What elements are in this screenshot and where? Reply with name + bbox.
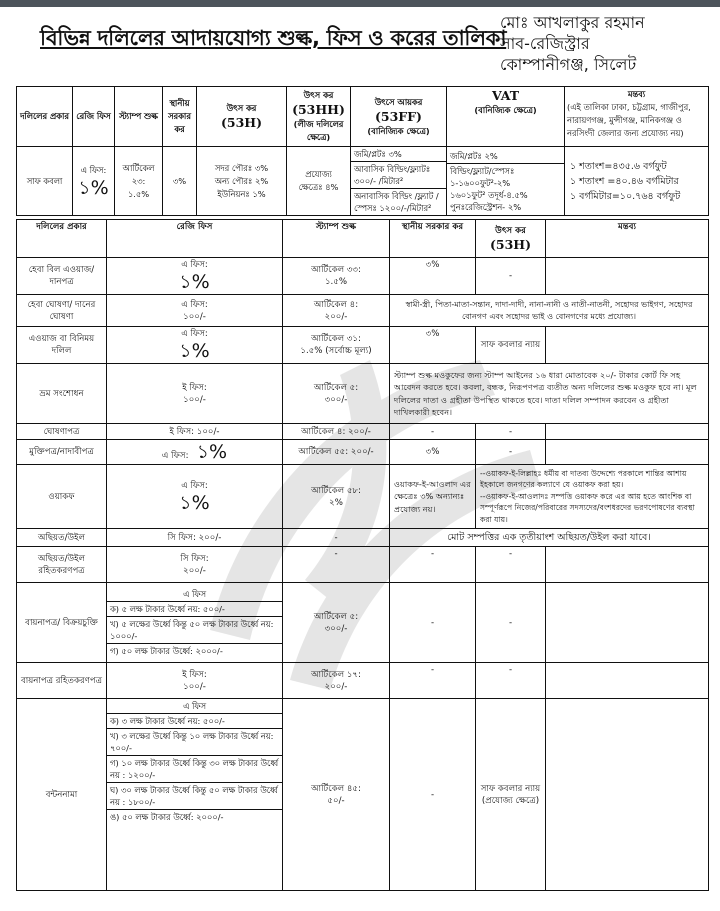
source-tax: - xyxy=(476,440,546,465)
line: ২০০/- xyxy=(324,311,348,322)
author-office: কোম্পানীগঞ্জ, সিলেট xyxy=(500,55,637,74)
line: আর্টিকেল ৪৫: xyxy=(311,783,361,794)
line: আর্টিকেল ৩৩: xyxy=(311,265,361,275)
list-item: জমি/প্লটঃ ২% xyxy=(447,149,564,164)
row-partition xyxy=(17,699,709,891)
remarks-conversions xyxy=(565,147,709,216)
fee-tier: ক) ৩ লক্ষ টাকার উর্ধ্বে নয়: ৫০০/- xyxy=(107,714,282,729)
row-correction xyxy=(17,364,709,424)
line: ১ শতাংশ=৪৩৫.৬ বর্গফুট xyxy=(570,160,667,172)
note: (এই তালিকা ঢাকা, চট্টগ্রাম, গাজীপুর, নারায়ণগঞ্জ, মুন্সীগঞ্জ, মানিকগঞ্জ ও নরসিংদী জেলার জন্য প্রযোজ্য নয়) xyxy=(567,102,691,138)
fee-tier: ঙ) ৫০ লক্ষ টাকার উর্ধ্বে: ২০০০/- xyxy=(110,812,224,822)
table1-row-saf-kabla xyxy=(17,147,709,216)
line: ৫০/- xyxy=(327,795,345,806)
row-declaration xyxy=(17,424,709,440)
line: আর্টিকেল ৫৮: xyxy=(311,485,361,496)
fee-value: ১০০/- xyxy=(183,311,206,322)
local-tax: ৩% xyxy=(390,327,476,364)
stamp-duty xyxy=(115,147,163,216)
line: ইউনিয়নঃ ১% xyxy=(217,188,266,199)
deed-type: এওয়াজ বা বিনিময় দলিল xyxy=(17,327,107,364)
income-tax-list xyxy=(351,147,447,216)
reg-fee xyxy=(73,147,115,216)
stamp-duty: আর্টিকেল ৫৫: ২০০/- xyxy=(283,440,390,465)
stamp-duty: আর্টিকেল ৪: ২০০/- xyxy=(283,424,390,440)
local-tax: - xyxy=(390,663,476,699)
source-tax: - xyxy=(476,424,546,440)
deed-type: সাফ কবলা xyxy=(17,147,73,216)
deed-type: বন্টননামা xyxy=(17,699,107,891)
window-top-bar xyxy=(0,0,720,7)
header-source-tax xyxy=(476,220,546,258)
list-item xyxy=(447,164,564,214)
header-stamp-duty: স্ট্যাম্প শুল্ক xyxy=(115,87,163,147)
line: প্রযোজ্য xyxy=(305,169,332,179)
reg-fee: সি ফিস: ২০০/- xyxy=(107,529,283,547)
remarks xyxy=(546,440,709,465)
remarks-note: স্বামী-স্ত্রী, পিতা-মাতা-সন্তান, দাদা-দাদী, নানা-নানী ও নাতী-নাতনী, সহোদর ভাইগণ, সহোদর বোনগণ এবং সহোদর ভাই ও বোনগণের মধ্যে প্রযোজ্য। xyxy=(390,295,709,327)
header-local-tax: স্থানীয় সরকার কর xyxy=(390,220,476,258)
line: আর্টিকেল ৫: xyxy=(313,382,359,393)
fee-tier: খ) ৩ লক্ষের উর্ধ্বে কিন্তু ১০ লক্ষ টাকার উর্ধ্বে নয়: ৭০০/- xyxy=(107,729,282,756)
remarks xyxy=(546,699,709,891)
note-line: --ওয়াকফ-ই-লিল্লাহঃ ধর্মীয় বা দাতব্য উদ্দেশ্যে পরকালে শান্তির আশায় ইহকালে জনগণের কল্যাণে যে ওয়াকফ করা হয়। xyxy=(480,468,687,490)
table1-header-row xyxy=(17,87,709,147)
label: উৎস কর xyxy=(495,225,526,236)
line: ১.৫% xyxy=(127,188,150,199)
stamp-duty xyxy=(283,699,390,891)
stamp-duty xyxy=(283,663,390,699)
label: মন্তব্য xyxy=(627,89,646,99)
deed-type: ভ্রম সংশোধন xyxy=(17,364,107,424)
deed-type: ঘোষণাপত্র xyxy=(17,424,107,440)
vat-list xyxy=(447,147,565,216)
fee-value: ২০০/- xyxy=(183,565,206,576)
source-tax: সাফ কবলার ন্যায় (প্রযোজ্য ক্ষেত্রে) xyxy=(476,699,546,891)
stamp-duty: - xyxy=(283,547,390,583)
header-vat xyxy=(447,87,565,147)
fee-value: ১% xyxy=(179,340,210,362)
source-tax: - xyxy=(476,583,546,663)
fee-label: এ ফিস: xyxy=(181,260,208,270)
remarks xyxy=(546,663,709,699)
source-tax: - xyxy=(476,547,546,583)
label: উৎসে আয়কর xyxy=(374,96,423,107)
reg-fee xyxy=(107,258,283,295)
line: আর্টিকেল xyxy=(122,162,155,173)
deed-type: অছিয়ত/উইল রহিতকরণপত্র xyxy=(17,547,107,583)
remarks xyxy=(546,258,709,295)
author-name: মোঃ আখলাকুর রহমান xyxy=(500,13,645,32)
local-tax: ৩% xyxy=(163,147,197,216)
line: ৩০০/- xyxy=(324,623,348,634)
header-reg-fee: রেজি ফিস xyxy=(73,87,115,147)
source-tax: - xyxy=(476,663,546,699)
header-income-tax-53ff xyxy=(351,87,447,147)
local-tax: ৩% xyxy=(390,258,476,295)
label: VAT xyxy=(491,88,520,103)
list-item: জমি/প্লটঃ ৩% xyxy=(351,147,446,162)
row-exchange xyxy=(17,327,709,364)
code: (53FF) xyxy=(375,108,422,124)
row-release xyxy=(17,440,709,465)
fee-label: এ ফিস: xyxy=(161,451,189,461)
table2-header-row xyxy=(17,220,709,258)
fee-label: ই ফিস: xyxy=(182,382,207,393)
fee-tier: গ) ১০ লক্ষ টাকার উর্ধ্বে কিন্তু ৩০ লক্ষ টাকার উর্ধ্বে নয় : ১২০০/- xyxy=(107,756,282,783)
label: উৎস কর xyxy=(303,90,334,100)
fee-tier: ক) ৫ লক্ষ টাকার উর্ধ্বে নয়: ৫০০/- xyxy=(107,602,282,617)
code: (53HH) xyxy=(292,102,345,117)
fee-tier: ঘ) ৩০ লক্ষ টাকার উর্ধ্বে কিন্তু ৫০ লক্ষ টাকার উর্ধ্বে নয় : ১৮০০/- xyxy=(107,783,282,810)
fee-tier: খ) ৫ লক্ষের উর্ধ্বে কিন্তু ৫০ লক্ষ টাকার উর্ধ্বে নয়: ১০০০/- xyxy=(107,617,282,644)
line: আর্টিকেল ৩১: xyxy=(311,334,361,344)
header-deed-type: দলিলের প্রকার xyxy=(17,87,73,147)
deed-type: ওয়াকফ xyxy=(17,465,107,529)
fee-label: সি ফিস: xyxy=(180,553,209,564)
remarks-note xyxy=(476,465,709,529)
line: ১.৫% xyxy=(324,277,348,287)
line: ১.৫% (সর্বোচ্চ মূল্য) xyxy=(300,346,372,356)
header-source-tax-53h xyxy=(197,87,287,147)
fee-head: এ ফিস xyxy=(107,699,282,714)
line: ২০০/- xyxy=(324,681,348,692)
line: ১ শতাংশ =৪০.৪৬ বর্গমিটার xyxy=(570,175,679,187)
source-tax: - xyxy=(476,258,546,295)
stamp-duty xyxy=(283,295,390,327)
line: ২৩: xyxy=(131,175,146,186)
reg-fee xyxy=(107,440,283,465)
local-tax: - xyxy=(390,547,476,583)
header-source-tax-53hh xyxy=(287,87,351,147)
reg-fee-tiers xyxy=(107,583,283,663)
remarks xyxy=(546,547,709,583)
row-sale-agreement xyxy=(17,583,709,663)
note: (বানিজ্যিক ক্ষেত্রে) xyxy=(367,125,430,136)
row-waqf xyxy=(17,465,709,529)
header-local-tax: স্থানীয় সরকার কর xyxy=(163,87,197,147)
reg-fee-tiers xyxy=(107,699,283,891)
line: অন্য পৌরঃ ২% xyxy=(214,175,269,186)
fee-value: ১০০/- xyxy=(183,681,206,692)
stamp-duty xyxy=(283,465,390,529)
saf-kabla-table xyxy=(16,86,709,216)
source-tax-53h xyxy=(197,147,287,216)
remarks xyxy=(546,583,709,663)
remarks xyxy=(546,327,709,364)
row-heba xyxy=(17,258,709,295)
note: (বানিজ্যিক ক্ষেত্রে) xyxy=(474,105,537,115)
reg-fee xyxy=(107,295,283,327)
reg-fee xyxy=(107,465,283,529)
line: ১৬০১ফুট² তদূর্ধ-৪.৫% xyxy=(450,189,528,200)
row-sale-agreement-cancel xyxy=(17,663,709,699)
code: (53H) xyxy=(489,236,532,252)
line: আর্টিকেল ৪: xyxy=(313,299,359,310)
reg-fee xyxy=(107,663,283,699)
code: (53H) xyxy=(220,115,263,130)
deed-type: বায়নাপত্র/ বিক্রয়চুক্তি xyxy=(17,583,107,663)
page-title: বিভিন্ন দলিলের আদায়যোগ্য শুল্ক, ফিস ও করের তালিকা xyxy=(40,26,507,50)
fee-label: এ ফিস: xyxy=(181,299,208,310)
label: উৎস কর xyxy=(226,103,257,113)
row-heba-declaration xyxy=(17,295,709,327)
local-tax: ৩% xyxy=(390,440,476,465)
note: (লীজ দলিলের ক্ষেত্রে) xyxy=(293,119,344,142)
fee-label: এ ফিস: xyxy=(181,480,208,491)
reg-fee xyxy=(107,327,283,364)
reg-fee: ই ফিস: ১০০/- xyxy=(107,424,283,440)
stamp-duty xyxy=(283,583,390,663)
source-tax-53hh xyxy=(287,147,351,216)
local-tax: ওয়াকফ-ই-আওলাদ এর ক্ষেত্রেঃ ৩% অন্যান্যঃ প্রযোজ্য নয়। xyxy=(390,465,476,529)
fee-label: এ ফিস: xyxy=(181,329,208,339)
line: ২% xyxy=(329,497,343,508)
line: ৩০০/- xyxy=(324,394,348,405)
fee-value: ১% xyxy=(179,491,210,514)
deed-type: অছিয়ত/উইল xyxy=(17,529,107,547)
fee-label: এ ফিস: xyxy=(80,164,107,175)
fee-value: ১% xyxy=(196,441,228,463)
reg-fee xyxy=(107,364,283,424)
fee-value: ১% xyxy=(78,176,109,199)
stamp-duty xyxy=(283,327,390,364)
header-remarks: মন্তব্য xyxy=(546,220,709,258)
fee-head: এ ফিস xyxy=(107,587,282,602)
line: সদর পৌরঃ ৩% xyxy=(214,162,269,173)
fee-value: ১% xyxy=(179,271,210,293)
author-block xyxy=(500,12,645,75)
line: আর্টিকেল ১৭: xyxy=(311,669,361,680)
remarks xyxy=(546,424,709,440)
deed-type: হেবা ঘোষণা/ দানের ঘোষণা xyxy=(17,295,107,327)
header-reg-fee: রেজি ফিস xyxy=(107,220,283,258)
deed-type: মুক্তিপত্র/নাদাবীপত্র xyxy=(17,440,107,465)
header-deed-type: দলিলের প্রকার xyxy=(17,220,107,258)
deed-fees-table xyxy=(16,219,709,891)
author-role: সাব-রেজিস্ট্রার xyxy=(500,34,590,53)
list-item: অনাবাসিক বিল্ডিং /ফ্ল্যাট /স্পেসঃ ১২০০/-/মিটার² xyxy=(354,191,439,213)
fee-tier: গ) ৫০ লক্ষ টাকার উর্ধ্বে: ২০০০/- xyxy=(110,646,223,656)
note-line: --ওয়াকফ-ই-আওলাদঃ সম্পত্তি ওয়াকফ করে এর আয় হতে আংশিক বা সম্পূর্ণরূপে নিজের/পরিবারের সদস্যদের/বংশধরদের ভরণপোষণের ব্যবস্থা করা যায়। xyxy=(480,491,695,524)
stamp-duty: - xyxy=(283,529,390,547)
local-tax: - xyxy=(390,583,476,663)
deed-type: হেবা বিল এওয়াজ/দানপত্র xyxy=(17,258,107,295)
line: পুনঃরেজিস্ট্রেশন- ২% xyxy=(450,201,522,212)
remarks-note: স্ট্যাম্প শুল্ক মওকুফের জন্য স্টাম্প আইনের ১৬ ধারা মোতাবেক ২০/- টাকার কোর্ট ফি সহ আবেদন করতে হবে। কবলা, বন্ধক, নিরূপণপত্র ব্যতীত অন্য দলিলের শুল্ক মওকুফ হবে না। মূল দলিলের দাতা ও গ্রহীতা উপস্থিত থাকতে হবে। দাতা দলিল সম্পাদন করবেন ও গ্রহীতা দাখিলকারী হবেন। xyxy=(390,364,709,424)
stamp-duty xyxy=(283,258,390,295)
list-item: আবাসিক বিল্ডিং/ফ্ল্যাটঃ ৩০০/- /মিটার² xyxy=(351,162,446,189)
line: আর্টিকেল ৫: xyxy=(313,611,359,622)
row-will-cancel xyxy=(17,547,709,583)
remarks-note: মোট সম্পত্তির এক তৃতীয়াংশ অছিয়ত/উইল করা যাবে। xyxy=(390,529,709,547)
fee-label: ই ফিস: xyxy=(182,669,207,680)
line: ১ বর্গমিটার=১০.৭৬৪ বর্গফুট xyxy=(570,190,681,202)
row-will xyxy=(17,529,709,547)
source-tax: সাফ কবলার ন্যায় xyxy=(476,327,546,364)
line: বিল্ডিং/ফ্ল্যাট/স্পেসঃ ১-১৬০০ফুট²-২% xyxy=(450,165,515,188)
fee-value: ১০০/- xyxy=(183,394,206,405)
reg-fee xyxy=(107,547,283,583)
stamp-duty xyxy=(283,364,390,424)
local-tax: - xyxy=(390,424,476,440)
deed-type: বায়নাপত্র রহিতকরণপত্র xyxy=(17,663,107,699)
local-tax: - xyxy=(390,699,476,891)
line: ক্ষেত্রেঃ ৪% xyxy=(298,182,339,192)
header-remarks xyxy=(565,87,709,147)
header-stamp-duty: স্ট্যাম্প শুল্ক xyxy=(283,220,390,258)
